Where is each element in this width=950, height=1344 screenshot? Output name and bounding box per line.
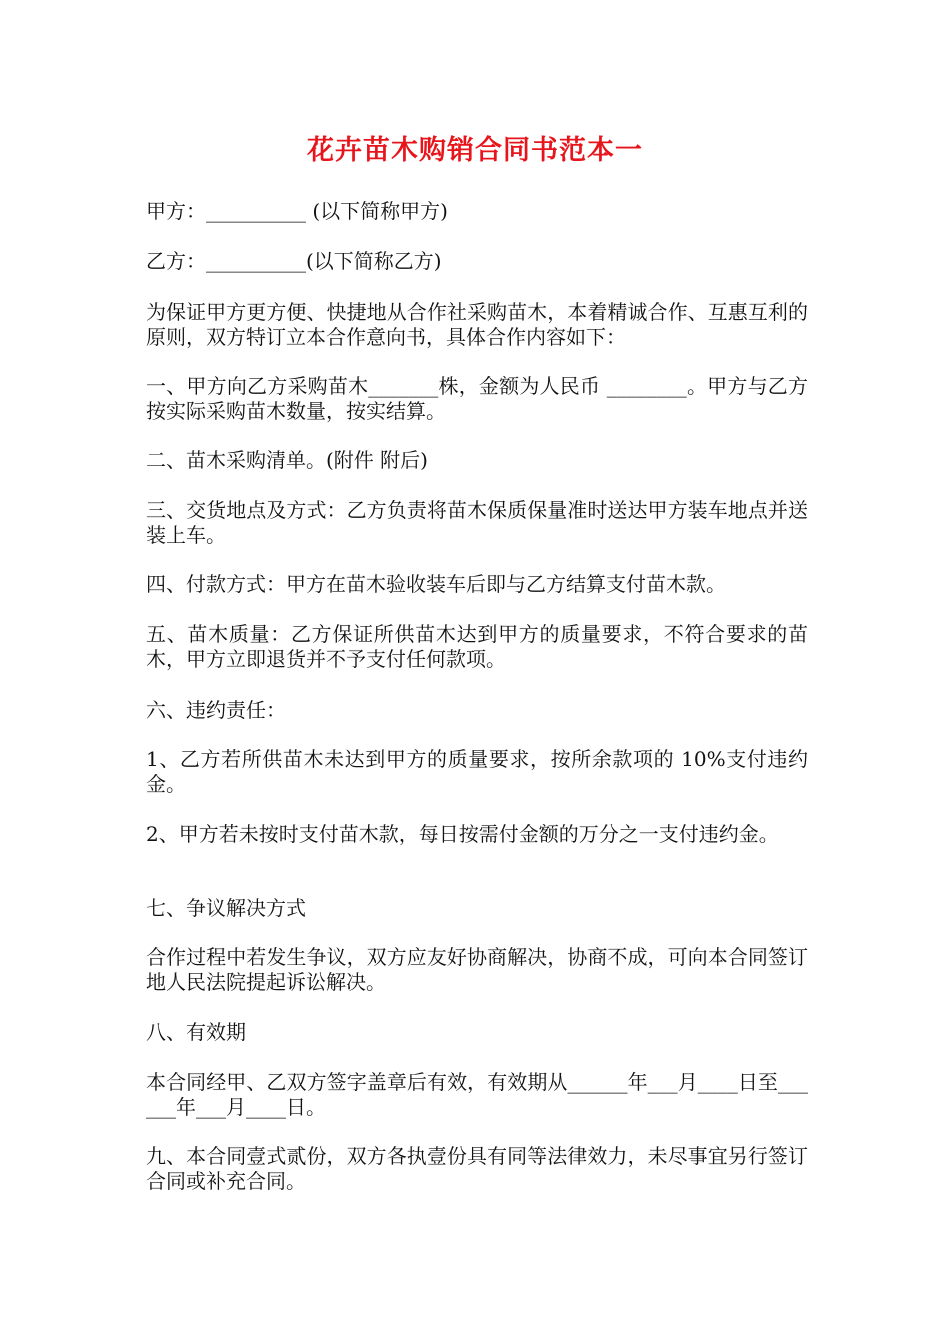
clause-4: 四、付款方式：甲方在苗木验收装车后即与乙方结算支付苗木款。 [146, 572, 726, 596]
intro-paragraph: 为保证甲方更方便、快捷地从合作社采购苗木，本着精诚合作、互惠互利的原则，双方特订立本合作意向书，具体合作内容如下： [146, 300, 808, 349]
clause-9: 九、本合同壹式贰份，双方各执壹份具有同等法律效力，未尽事宜另行签订合同或补充合同。 [146, 1144, 808, 1193]
clause-6-heading: 六、违约责任： [146, 698, 286, 722]
clause-6-item-2: 2、甲方若未按时支付苗木款，每日按需付金额的万分之一支付违约金。 [146, 822, 779, 846]
clause-2: 二、苗木采购清单。(附件 附后) [146, 448, 428, 472]
clause-8-text: 本合同经甲、乙双方签字盖章后有效，有效期从______年___月____日至______年___月____日。 [146, 1070, 808, 1119]
clause-1: 一、甲方向乙方采购苗木_______株，金额为人民币 ________。甲方与乙方按实际采购苗木数量，按实结算。 [146, 374, 808, 423]
clause-5: 五、苗木质量：乙方保证所供苗木达到甲方的质量要求，不符合要求的苗木，甲方立即退货并不予支付任何款项。 [146, 622, 808, 671]
document-title: 花卉苗木购销合同书范本一 [307, 135, 643, 166]
clause-3: 三、交货地点及方式：乙方负责将苗木保质保量准时送达甲方装车地点并送装上车。 [146, 498, 808, 547]
clause-6-item-1: 1、乙方若所供苗木未达到甲方的质量要求，按所余款项的 10%支付违约金。 [146, 747, 808, 796]
clause-7-text: 合作过程中若发生争议，双方应友好协商解决，协商不成，可向本合同签订地人民法院提起诉讼解决。 [146, 945, 808, 994]
clause-8-heading: 八、有效期 [146, 1020, 246, 1044]
party-a-line: 甲方：__________ (以下简称甲方) [146, 199, 448, 223]
party-b-line: 乙方：__________(以下简称乙方) [146, 249, 442, 273]
clause-7-heading: 七、争议解决方式 [146, 896, 306, 920]
